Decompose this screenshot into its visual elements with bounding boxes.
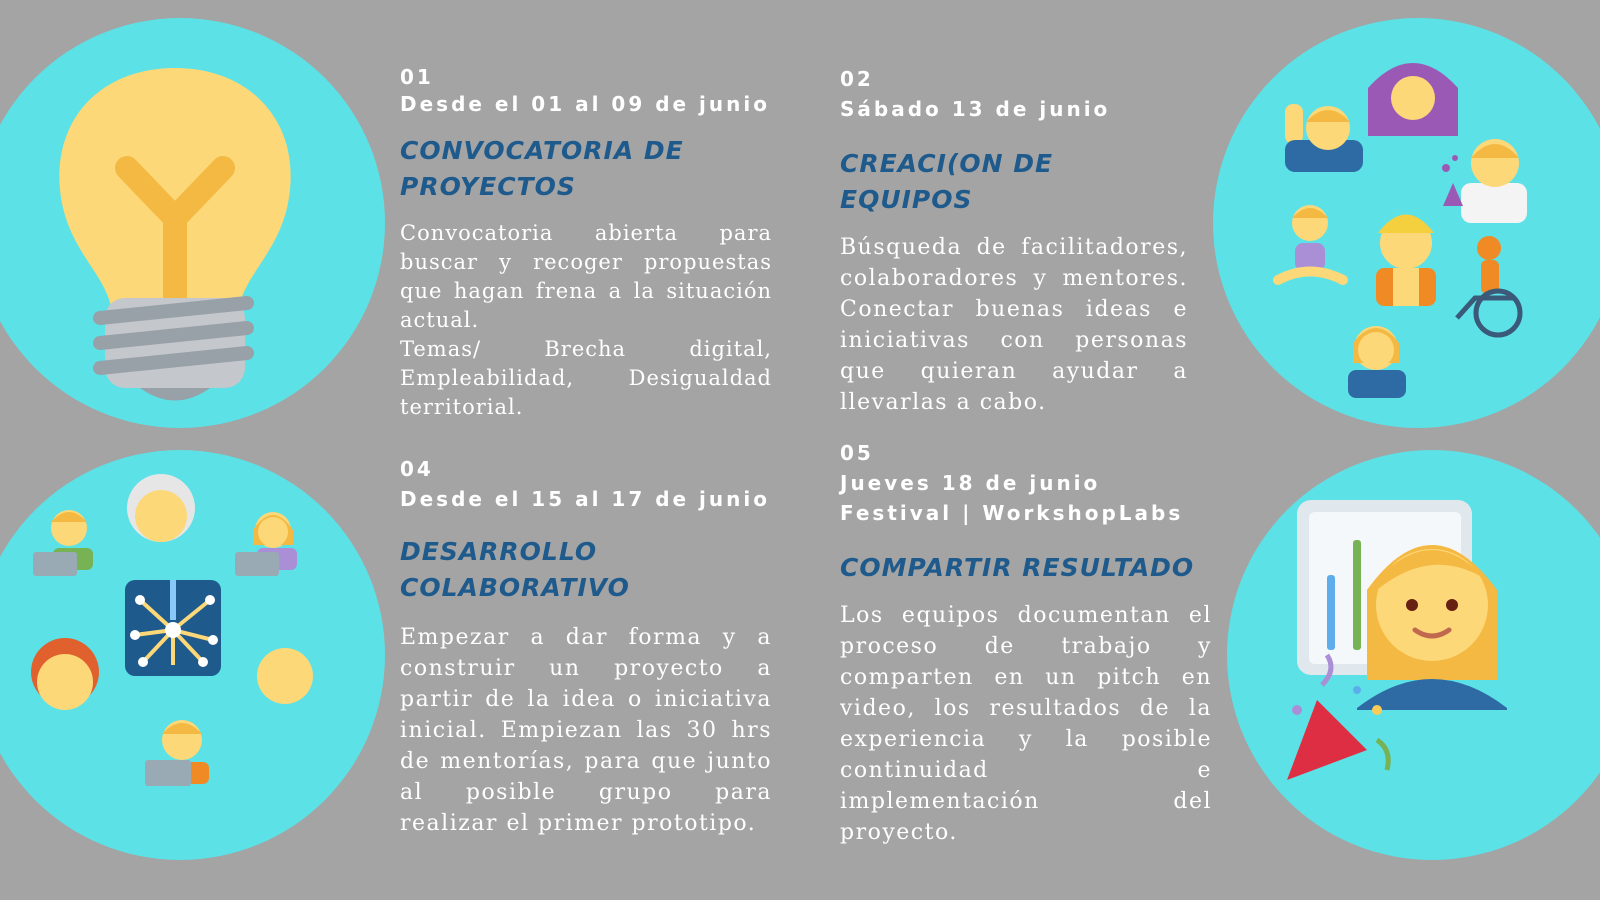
topics-text: Temas/ Brecha digital, Empleabilidad, Desigualdad territorial. — [400, 337, 772, 419]
team-people-illustration — [1213, 18, 1600, 428]
step-number: 04 — [400, 457, 434, 481]
lightbulb-icon — [0, 18, 385, 428]
step-description: Los equipos documentan el proceso de trabajo y comparten en un pitch en video, los resultados de la experiencia y la posible continuidad e implementación del proyecto. — [840, 603, 1212, 845]
collaboration-icon — [0, 450, 385, 860]
step-date: Jueves 18 de junio — [840, 471, 1101, 495]
hijab-woman-icon — [1368, 63, 1458, 136]
step-number: 02 — [840, 67, 874, 91]
people-icon — [1213, 18, 1600, 428]
raising-hand-person-icon — [1285, 104, 1363, 172]
step-title: DESARROLLO COLABORATIVO — [400, 537, 630, 602]
step-number: 01 — [400, 65, 434, 89]
step-description: Búsqueda de facilitadores, colaboradores y mentores. Conectar buenas ideas e iniciativas con personas que quieran ayudar a llevarlas a cabo. — [840, 235, 1188, 415]
step-description — [400, 219, 772, 422]
laptop-person-bottom-icon — [145, 720, 209, 786]
step-number: 05 — [840, 441, 874, 465]
step-title: CREACI(ON DE EQUIPOS — [840, 149, 1054, 214]
step-04 — [400, 454, 772, 839]
step-date: Desde el 01 al 09 de junio — [400, 92, 770, 116]
step-description: Empezar a dar forma y a construir un proyecto a partir de la idea o iniciativa inicial. Empiezan las 30 hrs de mentorías, para que junto al posible grupo para realizar el primer prototipo. — [400, 625, 772, 836]
step-02 — [840, 64, 1188, 418]
lightbulb-illustration — [0, 18, 385, 428]
presentation-illustration — [1227, 450, 1600, 860]
collaboration-illustration — [0, 450, 385, 860]
step-date: Desde el 15 al 17 de junio — [400, 487, 770, 511]
step-05 — [840, 438, 1212, 848]
construction-worker-icon — [1376, 215, 1436, 307]
step-date: Sábado 13 de junio — [840, 97, 1111, 121]
step-title: CONVOCATORIA DE PROYECTOS — [400, 136, 684, 201]
doctor-woman-icon — [1348, 326, 1406, 398]
step-date-subtitle: Festival | WorkshopLabs — [840, 501, 1184, 525]
laptop-person-icon — [33, 510, 93, 576]
presenter-icon — [1227, 450, 1600, 860]
description-text: Convocatoria abierta para buscar y recoger propuestas que hagan frena a la situación actual. — [400, 221, 772, 332]
scientist-icon — [1442, 139, 1527, 223]
step-01 — [400, 62, 772, 422]
network-board-icon — [125, 580, 221, 676]
step-title: COMPARTIR RESULTADO — [840, 553, 1195, 582]
redhead-face-icon — [31, 638, 99, 710]
meditating-woman-icon — [1278, 205, 1343, 280]
laptop-woman-icon — [235, 512, 297, 576]
elder-face-icon — [127, 474, 195, 542]
wheelchair-person-icon — [1457, 236, 1520, 335]
bald-face-icon — [257, 648, 313, 704]
